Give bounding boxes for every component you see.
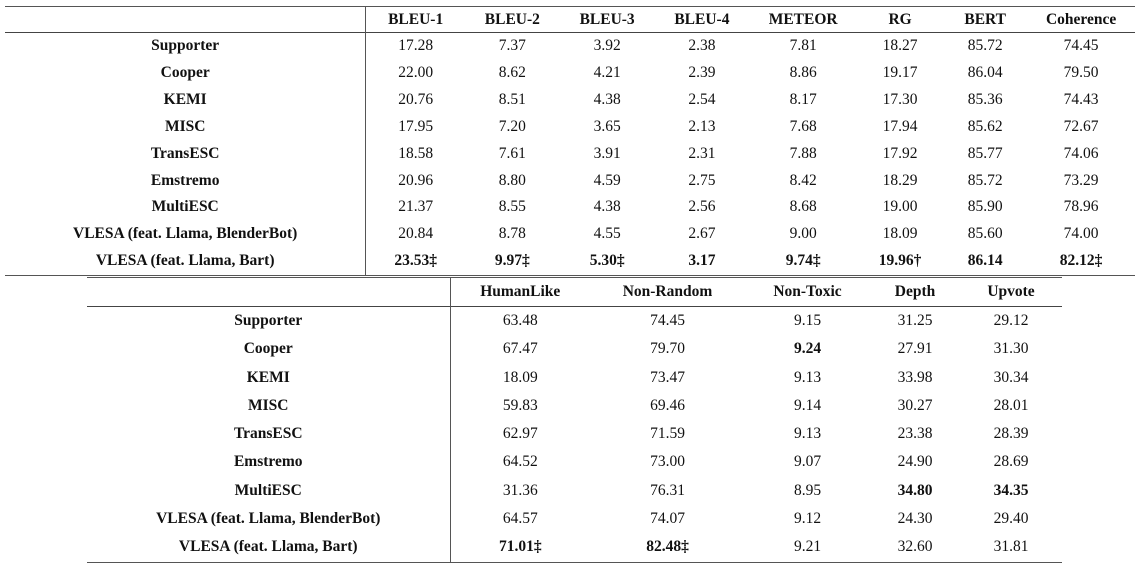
table-row	[5, 221, 1135, 248]
metric-cell: 71.01‡	[498, 538, 542, 556]
model-name: VLESA (feat. Llama, Bart)	[5, 248, 366, 275]
metric-cell: 32.60	[897, 538, 933, 556]
metric-cell: 9.07	[793, 453, 822, 471]
metric-cell: 72.67	[1063, 117, 1099, 135]
metric-cell: 9.13	[793, 368, 822, 386]
metric-cell: 73.47	[650, 368, 685, 386]
model-name: KEMI	[87, 364, 450, 392]
table1-header-coherence: Coherence	[1045, 11, 1117, 28]
table2-header-upvote: Upvote	[987, 283, 1035, 300]
metric-cell: 28.01	[993, 396, 1029, 414]
metric-cell: 74.45	[650, 312, 685, 329]
metric-cell: 18.58	[398, 144, 434, 162]
metric-cell: 82.48‡	[646, 538, 689, 556]
metric-cell: 8.42	[789, 171, 817, 189]
metric-cell: 85.60	[967, 225, 1003, 243]
metric-cell: 9.12	[793, 510, 822, 528]
metric-cell: 74.45	[1063, 37, 1099, 54]
table1-body	[5, 33, 1135, 276]
table-row	[5, 87, 1135, 114]
table-row	[5, 33, 1135, 60]
metric-cell: 4.38	[593, 90, 621, 108]
table-row	[5, 114, 1135, 141]
metric-cell: 29.40	[993, 510, 1029, 528]
metric-cell: 79.70	[650, 340, 685, 358]
metric-cell: 3.92	[593, 37, 621, 54]
metric-cell: 64.52	[502, 453, 538, 471]
metric-cell: 21.37	[398, 198, 434, 216]
metric-cell: 8.95	[793, 481, 822, 499]
model-name: Emstremo	[5, 168, 366, 195]
metric-cell: 7.61	[498, 144, 526, 162]
metric-cell: 9.74‡	[785, 252, 821, 270]
table1-header-bleu1: BLEU-1	[388, 11, 444, 28]
metric-cell: 86.04	[967, 63, 1003, 81]
model-name: Cooper	[5, 60, 366, 87]
metric-cell: 9.00	[789, 225, 817, 243]
table2-body	[87, 307, 1062, 563]
metric-cell: 74.07	[650, 510, 685, 528]
table-row	[87, 364, 1062, 392]
metric-cell: 73.29	[1063, 171, 1099, 189]
metric-cell: 85.77	[967, 144, 1003, 162]
metric-cell: 59.83	[502, 396, 538, 414]
model-name: Cooper	[87, 335, 450, 363]
metric-cell: 31.36	[502, 481, 538, 499]
metric-cell: 8.80	[498, 171, 526, 189]
metric-cell: 8.55	[498, 198, 526, 216]
metric-cell: 8.62	[498, 63, 526, 81]
table2-header-depth: Depth	[894, 283, 936, 300]
model-name: MultiESC	[87, 477, 450, 505]
metric-cell: 86.14	[967, 252, 1003, 270]
table1-header-bleu4: BLEU-4	[674, 11, 730, 28]
table1-header-bleu3: BLEU-3	[579, 11, 635, 28]
metric-cell: 24.90	[897, 453, 933, 471]
metric-cell: 20.76	[398, 90, 434, 108]
metric-cell: 9.14	[793, 396, 822, 414]
metric-cell: 23.53‡	[394, 252, 437, 270]
metric-cell: 85.72	[967, 37, 1003, 54]
metric-cell: 76.31	[650, 481, 685, 499]
table-row	[87, 420, 1062, 448]
metric-cell: 74.43	[1063, 90, 1099, 108]
model-name: VLESA (feat. Llama, BlenderBot)	[5, 221, 366, 248]
metric-cell: 4.55	[593, 225, 621, 243]
table-row	[87, 477, 1062, 505]
metric-cell: 74.00	[1063, 225, 1099, 243]
metric-cell: 34.35	[993, 481, 1029, 499]
table2-header-humanlike: HumanLike	[480, 283, 561, 300]
model-name: MISC	[5, 114, 366, 141]
metric-cell: 3.91	[593, 144, 621, 162]
table2-header-row	[87, 278, 1062, 307]
metric-cell: 18.29	[882, 171, 918, 189]
table1-header-bleu2: BLEU-2	[484, 11, 540, 28]
metric-cell: 20.84	[398, 225, 434, 243]
automatic-metrics-table	[5, 6, 1135, 276]
metric-cell: 18.09	[882, 225, 918, 243]
metric-cell: 19.00	[882, 198, 918, 216]
metric-cell: 17.95	[398, 117, 434, 135]
metric-cell: 62.97	[502, 425, 538, 443]
metric-cell: 64.57	[502, 510, 538, 528]
metric-cell: 74.06	[1063, 144, 1099, 162]
metric-cell: 67.47	[502, 340, 538, 358]
metric-cell: 9.13	[793, 425, 822, 443]
metric-cell: 4.21	[593, 63, 621, 81]
model-name: Supporter	[5, 33, 366, 60]
metric-cell: 31.25	[897, 312, 933, 329]
table-row	[87, 307, 1062, 336]
model-name: TransESC	[87, 420, 450, 448]
metric-cell: 9.97‡	[494, 252, 530, 270]
metric-cell: 5.30‡	[589, 252, 625, 270]
human-metrics-table	[87, 277, 1062, 563]
metric-cell: 7.81	[789, 37, 817, 54]
table1-header-model	[5, 7, 366, 33]
metric-cell: 7.88	[789, 144, 817, 162]
metric-cell: 4.38	[593, 198, 621, 216]
metric-cell: 9.21	[793, 538, 822, 556]
metric-cell: 19.17	[882, 63, 918, 81]
metric-cell: 8.78	[498, 225, 526, 243]
model-name: Emstremo	[87, 448, 450, 476]
table-row	[87, 505, 1062, 533]
metric-cell: 7.20	[498, 117, 526, 135]
table-row	[87, 448, 1062, 476]
table2-header-nonrandom: Non-Random	[622, 283, 713, 300]
table2-header-nontoxic: Non-Toxic	[773, 283, 842, 300]
metric-cell: 23.38	[897, 425, 933, 443]
table-row	[5, 168, 1135, 195]
table1-header-bert: BERT	[964, 11, 1007, 28]
metric-cell: 69.46	[650, 396, 685, 414]
metric-cell: 17.28	[398, 37, 434, 54]
metric-cell: 30.34	[993, 368, 1029, 386]
model-name: Supporter	[87, 307, 450, 336]
metric-cell: 4.59	[593, 171, 621, 189]
metric-cell: 22.00	[398, 63, 434, 81]
metric-cell: 27.91	[897, 340, 933, 358]
metric-cell: 2.56	[688, 198, 716, 216]
metric-cell: 82.12‡	[1059, 252, 1103, 270]
metric-cell: 17.92	[882, 144, 918, 162]
metric-cell: 85.90	[967, 198, 1003, 216]
table-row	[87, 533, 1062, 562]
metric-cell: 31.30	[993, 340, 1029, 358]
metric-cell: 3.17	[688, 252, 716, 270]
metric-cell: 2.31	[688, 144, 716, 162]
metric-cell: 33.98	[897, 368, 933, 386]
table-row	[5, 60, 1135, 87]
metric-cell: 9.15	[793, 312, 822, 329]
metric-cell: 63.48	[502, 312, 538, 329]
metric-cell: 8.51	[498, 90, 526, 108]
metric-cell: 7.37	[498, 37, 526, 54]
metric-cell: 85.36	[967, 90, 1003, 108]
table-row	[5, 248, 1135, 275]
metric-cell: 85.62	[967, 117, 1003, 135]
metric-cell: 24.30	[897, 510, 933, 528]
table1-header-meteor: METEOR	[768, 11, 838, 28]
metric-cell: 2.75	[688, 171, 716, 189]
metric-cell: 7.68	[789, 117, 817, 135]
metric-cell: 2.67	[688, 225, 716, 243]
model-name: MultiESC	[5, 194, 366, 221]
model-name: VLESA (feat. Llama, BlenderBot)	[87, 505, 450, 533]
metric-cell: 2.54	[688, 90, 716, 108]
metric-cell: 31.81	[993, 538, 1029, 556]
metric-cell: 8.86	[789, 63, 817, 81]
metric-cell: 18.27	[882, 37, 918, 54]
metric-cell: 8.68	[789, 198, 817, 216]
metric-cell: 3.65	[593, 117, 621, 135]
table1-header-rg: RG	[888, 11, 912, 28]
model-name: MISC	[87, 392, 450, 420]
table2-header-model	[87, 278, 450, 307]
metric-cell: 2.39	[688, 63, 716, 81]
metric-cell: 9.24	[793, 340, 822, 358]
table1-header-row	[5, 7, 1135, 33]
table-row	[87, 335, 1062, 363]
metric-cell: 73.00	[650, 453, 685, 471]
metric-cell: 8.17	[789, 90, 817, 108]
metric-cell: 20.96	[398, 171, 434, 189]
metric-cell: 78.96	[1063, 198, 1099, 216]
metric-cell: 30.27	[897, 396, 933, 414]
table-row	[5, 194, 1135, 221]
table-row	[87, 392, 1062, 420]
metric-cell: 18.09	[502, 368, 538, 386]
model-name: VLESA (feat. Llama, Bart)	[87, 533, 450, 562]
metric-cell: 2.38	[688, 37, 716, 54]
metric-cell: 19.96†	[878, 252, 922, 270]
metric-cell: 28.69	[993, 453, 1029, 471]
model-name: KEMI	[5, 87, 366, 114]
metric-cell: 34.80	[897, 481, 933, 499]
metric-cell: 28.39	[993, 425, 1029, 443]
table-row	[5, 141, 1135, 168]
metric-cell: 85.72	[967, 171, 1003, 189]
metric-cell: 17.94	[882, 117, 918, 135]
metric-cell: 79.50	[1063, 63, 1099, 81]
metric-cell: 17.30	[882, 90, 918, 108]
model-name: TransESC	[5, 141, 366, 168]
metric-cell: 29.12	[993, 312, 1029, 329]
metric-cell: 71.59	[650, 425, 685, 443]
metric-cell: 2.13	[688, 117, 716, 135]
